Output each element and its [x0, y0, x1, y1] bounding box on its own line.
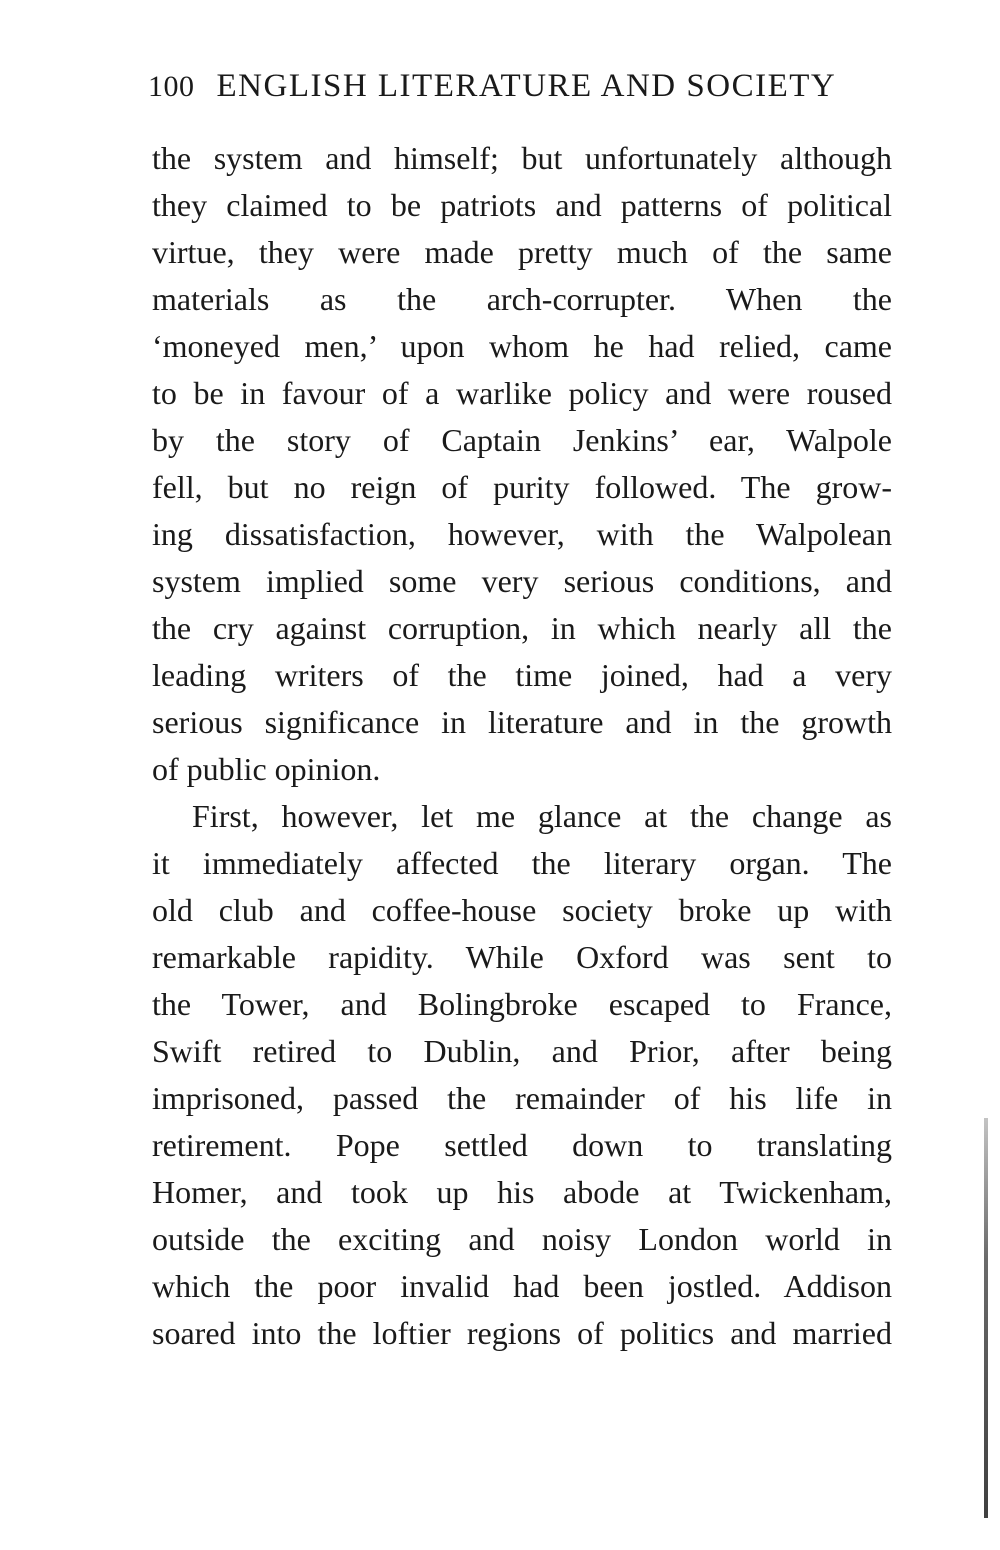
page-number: 100	[148, 70, 195, 103]
text-line: First, however, let me glance at the change as	[192, 798, 892, 834]
text-line: soared into the loftier regions of politics and married	[152, 1315, 892, 1351]
paragraph-2	[152, 793, 892, 1357]
text-line: old club and coffee-house society broke up with	[152, 892, 892, 928]
text-line: outside the exciting and noisy London world in	[152, 1221, 892, 1257]
text-line: Homer, and took up his abode at Twickenham,	[152, 1174, 892, 1210]
text-line: serious significance in literature and in the growth	[152, 704, 892, 740]
text-line: by the story of Captain Jenkins’ ear, Walpole	[152, 422, 892, 458]
text-line: to be in favour of a warlike policy and were roused	[152, 375, 892, 411]
text-line: retirement. Pope settled down to translating	[152, 1127, 892, 1163]
text-line: Swift retired to Dublin, and Prior, after being	[152, 1033, 892, 1069]
text-line: the Tower, and Bolingbroke escaped to France,	[152, 986, 892, 1022]
text-line: remarkable rapidity. While Oxford was sent to	[152, 939, 892, 975]
text-line: imprisoned, passed the remainder of his life in	[152, 1080, 892, 1116]
body-text	[152, 135, 892, 1357]
paragraph-1	[152, 135, 892, 793]
running-head	[148, 68, 890, 118]
text-line: they claimed to be patriots and patterns of political	[152, 187, 892, 223]
text-line: virtue, they were made pretty much of the same	[152, 234, 892, 270]
text-line: leading writers of the time joined, had a very	[152, 657, 892, 693]
text-line: system implied some very serious conditions, and	[152, 563, 892, 599]
text-line: the cry against corruption, in which nearly all the	[152, 610, 892, 646]
text-line: of public opinion.	[152, 751, 381, 787]
text-line: materials as the arch-corrupter. When the	[152, 281, 892, 317]
text-line: ‘moneyed men,’ upon whom he had relied, came	[152, 328, 892, 364]
running-title: ENGLISH LITERATURE AND SOCIETY	[216, 68, 837, 104]
text-line: ing dissatisfaction, however, with the Walpolean	[152, 516, 892, 552]
text-line: the system and himself; but unfortunately although	[152, 140, 892, 176]
page-edge-shadow	[984, 1118, 988, 1518]
text-line: which the poor invalid had been jostled. Addison	[152, 1268, 892, 1304]
text-line: it immediately affected the literary organ. The	[152, 845, 892, 881]
text-line: fell, but no reign of purity followed. The grow-	[152, 469, 892, 505]
